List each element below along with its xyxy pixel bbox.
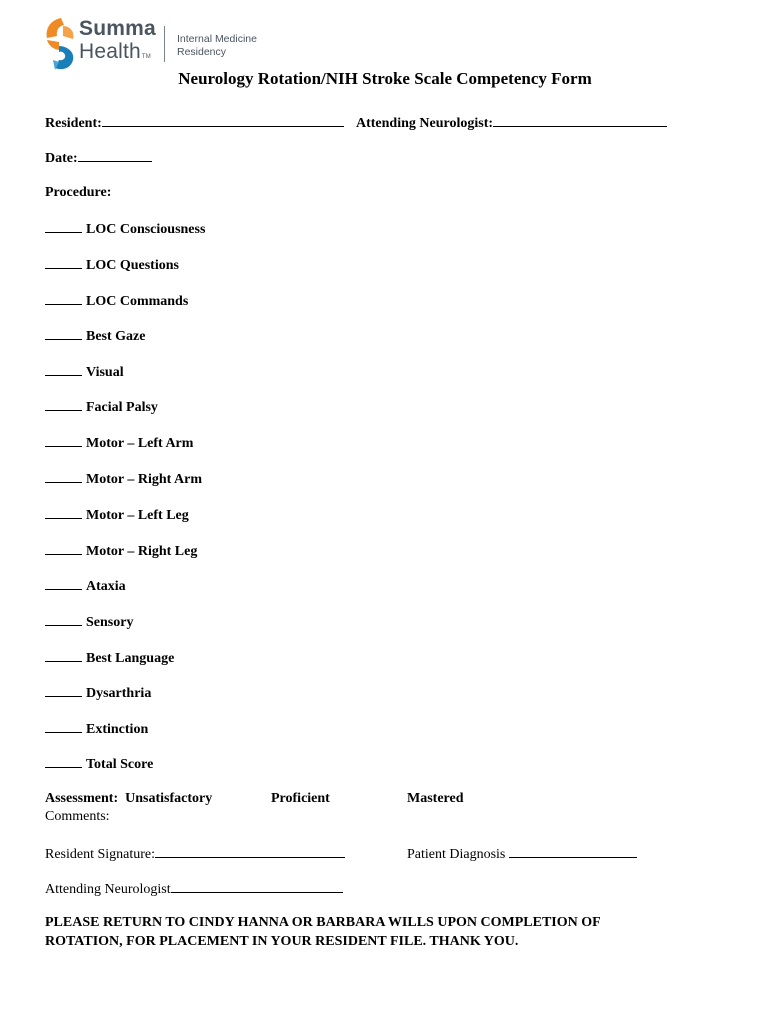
score-field[interactable] bbox=[45, 220, 82, 233]
resident-signature-row bbox=[45, 845, 345, 863]
resident-field[interactable] bbox=[102, 114, 344, 127]
procedure-item: Motor – Right Leg bbox=[45, 542, 197, 560]
score-field[interactable] bbox=[45, 398, 82, 411]
score-field[interactable] bbox=[45, 506, 82, 519]
date-field[interactable] bbox=[78, 149, 152, 162]
assessment-option-unsatisfactory[interactable]: Unsatisfactory bbox=[125, 791, 213, 806]
score-field[interactable] bbox=[45, 755, 82, 768]
procedure-item: Total Score bbox=[45, 755, 153, 773]
date-row bbox=[45, 149, 152, 167]
score-field[interactable] bbox=[45, 542, 82, 555]
procedure-item: Extinction bbox=[45, 720, 148, 738]
score-field[interactable] bbox=[45, 327, 82, 340]
score-field[interactable] bbox=[45, 577, 82, 590]
attending-neurologist-field[interactable] bbox=[171, 880, 343, 893]
score-field[interactable] bbox=[45, 684, 82, 697]
summa-health-mark-icon bbox=[43, 16, 79, 72]
procedure-item: Ataxia bbox=[45, 577, 126, 595]
return-instructions-line2: ROTATION, FOR PLACEMENT IN YOUR RESIDENT FILE. THANK YOU. bbox=[45, 934, 519, 949]
score-field[interactable] bbox=[45, 434, 82, 447]
return-instructions bbox=[45, 913, 685, 951]
procedure-item: Motor – Left Leg bbox=[45, 506, 189, 524]
procedure-item: Best Gaze bbox=[45, 327, 145, 345]
score-field[interactable] bbox=[45, 649, 82, 662]
logo-word-summa: Summa bbox=[79, 17, 156, 40]
procedure-item: LOC Questions bbox=[45, 256, 179, 274]
logo-word-health: HealthTM bbox=[79, 40, 151, 63]
procedure-item: LOC Commands bbox=[45, 292, 188, 310]
procedure-item: Best Language bbox=[45, 649, 174, 667]
score-field[interactable] bbox=[45, 256, 82, 269]
assessment-option-proficient[interactable]: Proficient bbox=[271, 791, 330, 806]
procedure-item: Sensory bbox=[45, 613, 133, 631]
assessment-row bbox=[45, 791, 212, 807]
logo-divider bbox=[164, 26, 165, 62]
attending-field[interactable] bbox=[493, 114, 667, 127]
resident-signature-field[interactable] bbox=[155, 845, 345, 858]
attending-label: Attending Neurologist: bbox=[356, 116, 494, 131]
summa-health-logo bbox=[43, 14, 283, 74]
resident-row bbox=[45, 114, 344, 132]
attending-neurologist-row bbox=[45, 880, 343, 898]
score-field[interactable] bbox=[45, 470, 82, 483]
resident-signature-label: Resident Signature: bbox=[45, 847, 156, 862]
attending-neurologist-label: Attending Neurologist bbox=[45, 882, 171, 897]
patient-diagnosis-field[interactable] bbox=[509, 845, 637, 858]
procedure-item: Facial Palsy bbox=[45, 398, 158, 416]
logo-trademark: TM bbox=[141, 54, 151, 60]
procedure-item: Motor – Right Arm bbox=[45, 470, 202, 488]
form-title: Neurology Rotation/NIH Stroke Scale Competency Form bbox=[178, 69, 592, 88]
procedure-item: Visual bbox=[45, 363, 124, 381]
date-label: Date: bbox=[45, 151, 78, 166]
score-field[interactable] bbox=[45, 613, 82, 626]
procedure-item: Dysarthria bbox=[45, 684, 151, 702]
score-field[interactable] bbox=[45, 363, 82, 376]
attending-row bbox=[356, 114, 667, 132]
logo-subtitle-line1: Internal Medicine bbox=[177, 33, 257, 45]
procedure-item: Motor – Left Arm bbox=[45, 434, 193, 452]
assessment-option-mastered[interactable]: Mastered bbox=[407, 791, 464, 806]
procedure-item: LOC Consciousness bbox=[45, 220, 205, 238]
score-field[interactable] bbox=[45, 720, 82, 733]
logo-subtitle-line2: Residency bbox=[177, 46, 227, 58]
assessment-label: Assessment: bbox=[45, 791, 119, 806]
patient-diagnosis-label: Patient Diagnosis bbox=[407, 847, 506, 862]
procedure-label: Procedure: bbox=[45, 185, 112, 200]
patient-diagnosis-row bbox=[407, 845, 637, 863]
return-instructions-line1: PLEASE RETURN TO CINDY HANNA OR BARBARA WILLS UPON COMPLETION OF bbox=[45, 915, 601, 930]
comments-label: Comments: bbox=[45, 809, 110, 824]
resident-label: Resident: bbox=[45, 116, 102, 131]
score-field[interactable] bbox=[45, 292, 82, 305]
